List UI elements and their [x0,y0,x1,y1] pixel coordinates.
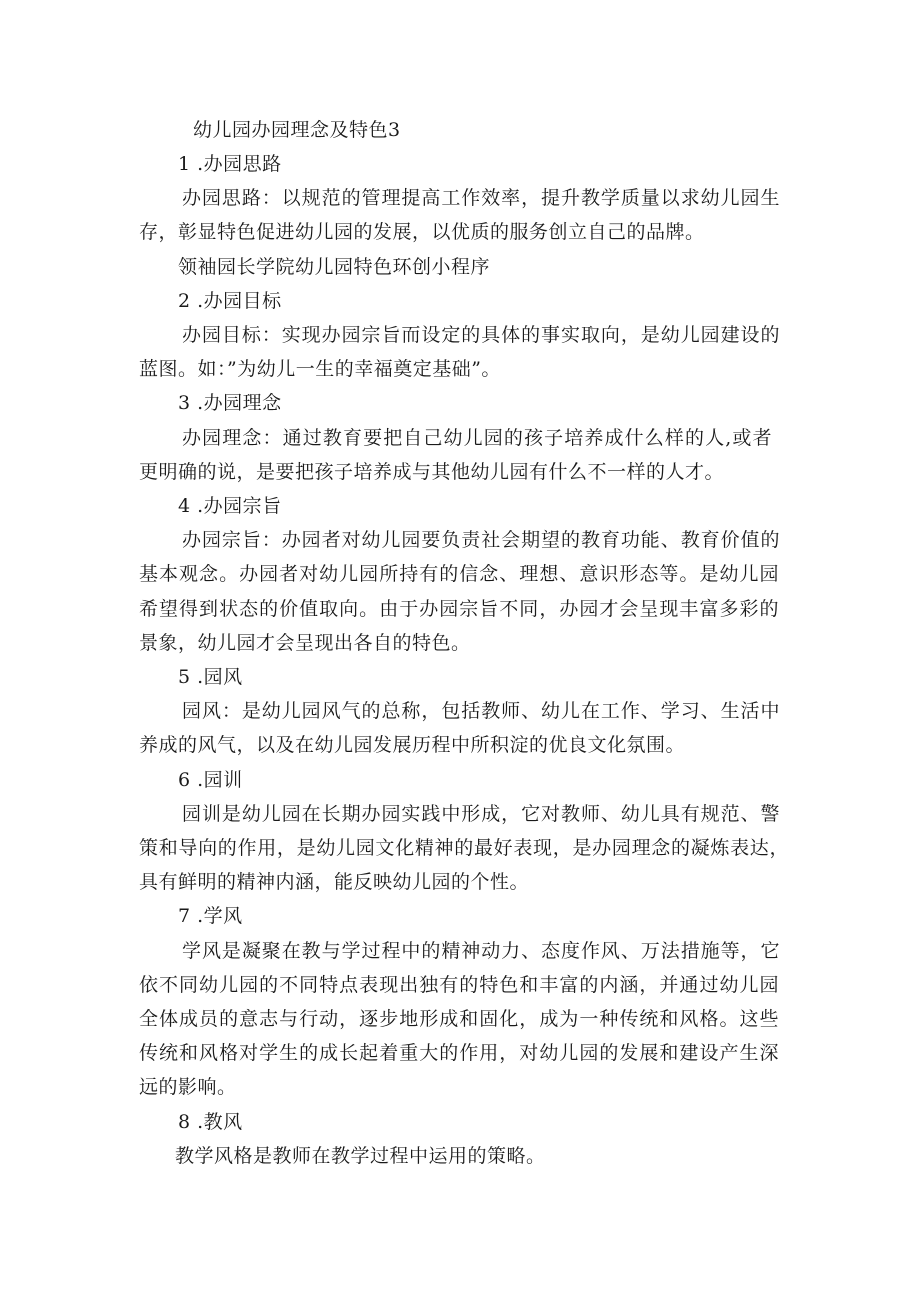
section-5-line-1: 园风：是幼儿园风气的总称，包括教师、幼儿在工作、学习、生活中 [182,700,780,722]
section-6-line-1: 园训是幼儿园在长期办园实践中形成，它对教师、幼儿具有规范、警 [182,803,780,825]
section-4-line-3: 希望得到状态的价值取向。由于办园宗旨不同，办园才会呈现丰富多彩的 [139,598,779,620]
section-1-line-1: 办园思路：以规范的管理提高工作效率，提升教学质量以求幼儿园生 [182,187,780,209]
section-3-line-2: 更明确的说，是要把孩子培养成与其他幼儿园有什么不一样的人才。 [139,461,725,483]
section-heading-8: 8 .教风 [178,1111,243,1133]
section-heading-6: 6 .园训 [178,769,243,791]
section-6-line-2: 策和导向的作用，是幼儿园文化精神的最好表现，是办园理念的凝炼表达， [139,837,789,859]
section-2-line-2: 蓝图。如：”为幼儿一生的幸福奠定基础”。 [139,358,501,380]
section-2-line-1: 办园目标：实现办园宗旨而设定的具体的事实取向，是幼儿园建设的 [182,324,780,346]
section-heading-2: 2 .办园目标 [178,290,282,312]
document-title: 幼儿园办园理念及特色3 [193,119,401,141]
section-heading-1: 1 .办园思路 [178,153,282,175]
section-heading-4: 4 .办园宗旨 [178,495,282,517]
section-4-line-1: 办园宗旨：办园者对幼儿园要负责社会期望的教育功能、教育价值的 [182,529,780,551]
section-7-line-4: 传统和风格对学生的成长起着重大的作用，对幼儿园的发展和建设产生深 [139,1042,779,1064]
section-heading-7: 7 .学风 [178,905,243,927]
section-7-line-2: 依不同幼儿园的不同特点表现出独有的特色和丰富的内涵，并通过幼儿园 [139,974,779,996]
section-heading-3: 3 .办园理念 [178,392,282,414]
section-5-line-2: 养成的风气，以及在幼儿园发展历程中所积淀的优良文化氛围。 [139,734,686,756]
section-1-line-3: 领袖园长学院幼儿园特色环创小程序 [178,256,491,278]
section-4-line-2: 基本观念。办园者对幼儿园所持有的信念、理想、意识形态等。是幼儿园 [139,563,779,585]
section-heading-5: 5 .园风 [178,666,243,688]
section-3-line-1: 办园理念：通过教育要把自己幼儿园的孩子培养成什么样的人,或者 [182,427,772,449]
section-6-line-3: 具有鲜明的精神内涵，能反映幼儿园的个性。 [139,871,530,893]
section-7-line-3: 全体成员的意志与行动，逐步地形成和固化，成为一种传统和风格。这些 [139,1008,779,1030]
section-7-line-5: 远的影响。 [139,1076,237,1098]
section-7-line-1: 学风是凝聚在教与学过程中的精神动力、态度作风、万法措施等，它 [182,940,780,962]
section-4-line-4: 景象，幼儿园才会呈现出各自的特色。 [139,632,471,654]
section-1-line-2: 存，彰显特色促进幼儿园的发展，以优质的服务创立自己的品牌。 [139,221,705,243]
section-8-line-1: 教学风格是教师在教学过程中运用的策略。 [175,1145,546,1167]
